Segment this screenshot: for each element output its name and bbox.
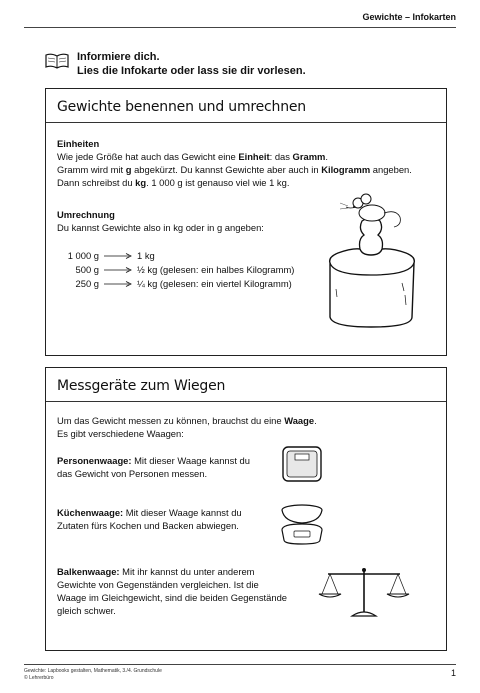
header-rule <box>24 27 456 28</box>
footer-credits: Gewichte: Lapbooks gestalten, Mathematik, 3./4. Grundschule © Lehrerbüro <box>24 668 162 681</box>
einheiten-section <box>57 137 412 189</box>
kuechenwaage-description: Küchenwaage: Mit dieser Waage kannst du Zutaten fürs Kochen und Backen abwiegen. <box>57 507 242 531</box>
umrechnung-text: Du kannst Gewichte also in kg oder in g angeben: <box>57 222 264 233</box>
einheiten-line-3: Dann schreibst du kg. 1 000 g ist genauso viel wie 1 kg. <box>57 177 290 188</box>
personenwaage-label: Personenwaage: <box>57 455 132 466</box>
instruction-line-1: Informiere dich. <box>77 51 160 63</box>
einheiten-line-2: Gramm wird mit g abgekürzt. Du kannst Gewichte aber auch in Kilogramm angeben. <box>57 164 412 175</box>
card-title-units: Gewichte benennen und umrechnen <box>57 99 306 115</box>
balance-scale-icon <box>314 564 414 618</box>
arrow-right-icon <box>104 267 132 273</box>
conversion-grams: 250 g <box>75 278 99 289</box>
info-card-units <box>45 88 447 356</box>
balkenwaage-description: Balkenwaage: Mit ihr kannst du unter anderem Gewichte von Gegenständen vergleichen. Ist die Waage im Gleichgewicht, sind die beiden Gegenstände gleich schwer. <box>57 566 287 616</box>
kuechenwaage-label: Küchenwaage: <box>57 507 124 518</box>
scales-intro-line-1: Um das Gewicht messen zu können, brauchst du eine Waage. <box>57 415 317 426</box>
book-icon <box>45 53 69 69</box>
footer-rule <box>24 664 456 665</box>
bathroom-scale-icon <box>280 444 324 484</box>
card-title-rule <box>46 401 446 402</box>
scales-intro <box>57 414 357 440</box>
conversion-kilograms: ¼ kg (gelesen: ein viertel Kilogramm) <box>137 278 292 289</box>
page-header <box>24 12 456 28</box>
card-title-scales: Messgeräte zum Wiegen <box>57 378 226 394</box>
mouse-on-weight-illustration <box>316 191 426 331</box>
conversion-grams: 500 g <box>75 264 99 275</box>
einheiten-line-1: Wie jede Größe hat auch das Gewicht eine Einheit: das Gramm. <box>57 151 328 162</box>
page-number: 1 <box>450 668 456 678</box>
umrechnung-section <box>57 208 264 234</box>
conversion-kilograms: ½ kg (gelesen: ein halbes Kilogramm) <box>137 264 295 275</box>
conversion-grams: 1 000 g <box>67 250 99 261</box>
arrow-right-icon <box>104 253 132 259</box>
instruction-text <box>77 50 306 78</box>
balkenwaage-label: Balkenwaage: <box>57 566 120 577</box>
umrechnung-heading: Umrechnung <box>57 209 115 220</box>
conversion-kilograms: 1 kg <box>137 250 155 261</box>
arrow-right-icon <box>104 281 132 287</box>
kitchen-scale-icon <box>274 502 330 548</box>
scales-intro-line-2: Es gibt verschiedene Waagen: <box>57 428 184 439</box>
header-title: Gewichte – Infokarten <box>362 12 456 22</box>
card-title-rule <box>46 122 446 123</box>
personenwaage-description: Personenwaage: Mit dieser Waage kannst du das Gewicht von Personen messen. <box>57 455 250 479</box>
info-card-scales <box>45 367 447 651</box>
instruction-line-2: Lies die Infokarte oder lass sie dir vorlesen. <box>77 65 306 77</box>
einheiten-heading: Einheiten <box>57 138 100 149</box>
